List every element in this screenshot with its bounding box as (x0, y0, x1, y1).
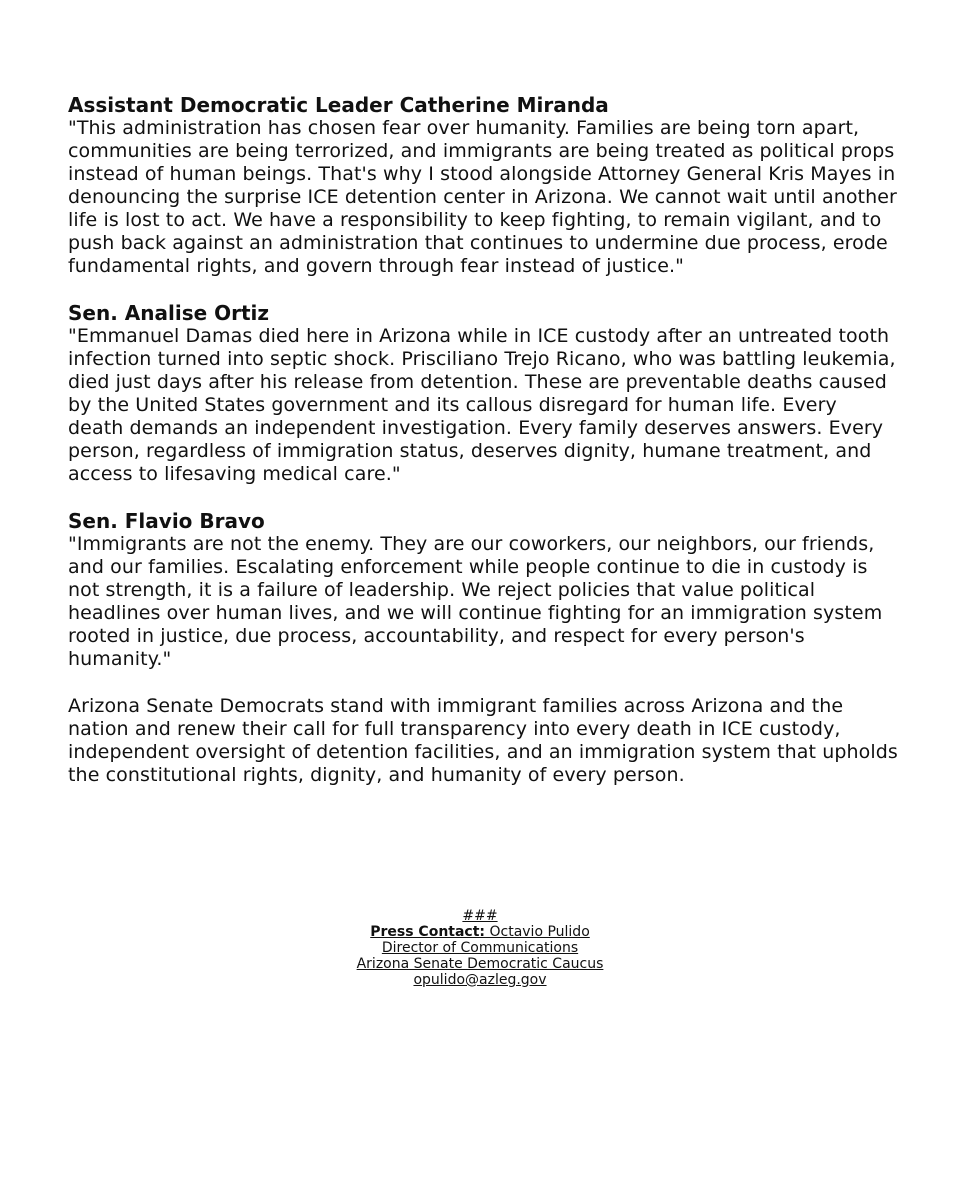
end-separator: ### (462, 908, 498, 924)
speaker-quote: "Immigrants are not the enemy. They are our coworkers, our neighbors, our friends, and our families. Escalating enforcement while people continue to die in custody is not strength, it is a failure of leadership. We reject policies that value political headlines over human lives, and we will continue fighting for an immigration system rooted in justice, due process, accountability, and respect for every person's humanity." (68, 533, 883, 670)
press-contact-label: Press Contact: (370, 924, 486, 940)
speaker-name: Sen. Flavio Bravo (68, 509, 265, 533)
press-contact-line (0, 924, 960, 940)
speaker-quote: "This administration has chosen fear over humanity. Families are being torn apart, communities are being terrorized, and immigrants are being treated as political props instead of human beings. That's why I stood alongside Attorney General Kris Mayes in denouncing the surprise ICE detention center in Arizona. We cannot wait until another life is lost to act. We have a responsibility to keep fighting, to remain vigilant, and to push back against an administration that continues to undermine due process, erode fundamental rights, and govern through fear instead of justice." (68, 117, 897, 277)
speaker-quote: "Emmanuel Damas died here in Arizona while in ICE custody after an untreated tooth infection turned into septic shock. Prisciliano Trejo Ricano, who was battling leukemia, died just days after his release from detention. These are preventable deaths caused by the United States government and its callous disregard for human life. Every death demands an independent investigation. Every family deserves answers. Every person, regardless of immigration status, deserves dignity, humane treatment, and access to lifesaving medical care." (68, 325, 896, 485)
statement-bravo (68, 510, 898, 671)
closing-paragraph: Arizona Senate Democrats stand with immigrant families across Arizona and the nation and renew their call for full transparency into every death in ICE custody, independent oversight of detention facilities, and an immigration system that upholds the constitutional rights, dignity, and humanity of every person. (68, 695, 898, 786)
press-contact-org: Arizona Senate Democratic Caucus (356, 956, 604, 972)
press-contact-block (0, 908, 960, 988)
statement-ortiz (68, 302, 898, 486)
speaker-name: Sen. Analise Ortiz (68, 301, 270, 325)
statement-miranda (68, 94, 898, 278)
speaker-name: Assistant Democratic Leader Catherine Miranda (68, 93, 609, 117)
press-contact-email[interactable]: opulido@azleg.gov (413, 972, 547, 988)
press-release-body (68, 94, 898, 787)
press-contact-name: Octavio Pulido (485, 924, 590, 940)
press-contact-title: Director of Communications (381, 940, 579, 956)
